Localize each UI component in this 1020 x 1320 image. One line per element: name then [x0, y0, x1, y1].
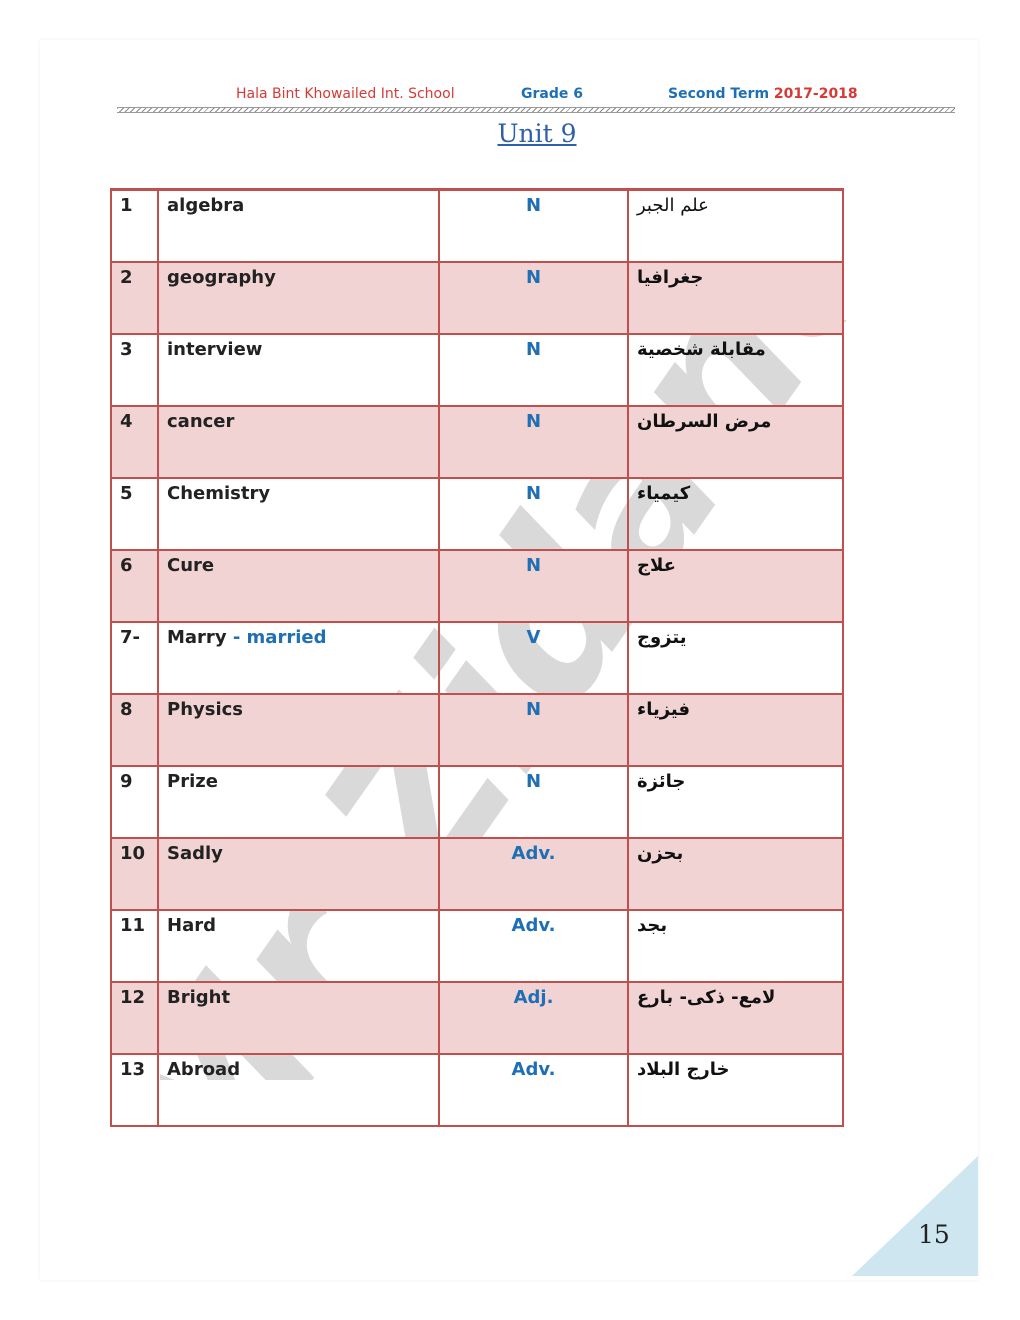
arabic-text: مقابلة شخصية — [637, 338, 766, 360]
word-text: Sadly — [167, 842, 223, 864]
table-row — [111, 1054, 843, 1126]
part-of-speech: N — [439, 550, 628, 622]
arabic-meaning — [628, 1054, 843, 1126]
table-row — [111, 262, 843, 334]
table-row — [111, 766, 843, 838]
school-name: Hala Bint Khowailed Int. School — [236, 86, 455, 102]
word-variant: - married — [226, 626, 327, 648]
row-number: 12 — [111, 982, 158, 1054]
row-number: 9 — [111, 766, 158, 838]
svg-text:Mr Zidane: Mr Zidane — [160, 320, 920, 1080]
english-word — [158, 334, 439, 406]
row-number: 4 — [111, 406, 158, 478]
table-row — [111, 334, 843, 406]
arabic-text: لامع- ذكى- بارع — [637, 986, 776, 1008]
part-of-speech: N — [439, 190, 628, 262]
row-number: 6 — [111, 550, 158, 622]
part-of-speech: N — [439, 262, 628, 334]
table-row — [111, 838, 843, 910]
part-of-speech: N — [439, 406, 628, 478]
arabic-text: كيمياء — [637, 482, 691, 504]
table-row — [111, 982, 843, 1054]
table-row — [111, 190, 843, 262]
row-number: 7- — [111, 622, 158, 694]
word-text: Chemistry — [167, 482, 271, 504]
arabic-text: خارج البلاد — [637, 1058, 730, 1080]
part-of-speech: Adv. — [439, 910, 628, 982]
arabic-meaning — [628, 766, 843, 838]
row-number: 3 — [111, 334, 158, 406]
part-of-speech: N — [439, 694, 628, 766]
word-text: Prize — [167, 770, 218, 792]
english-word — [158, 766, 439, 838]
arabic-text: جغرافيا — [637, 266, 704, 288]
english-word — [158, 190, 439, 262]
row-number: 11 — [111, 910, 158, 982]
word-text: cancer — [167, 410, 235, 432]
table-row — [111, 478, 843, 550]
english-word — [158, 262, 439, 334]
part-of-speech: Adv. — [439, 1054, 628, 1126]
page-corner-triangle — [852, 1156, 978, 1276]
english-word — [158, 694, 439, 766]
arabic-text: يتزوج — [637, 626, 687, 648]
arabic-text: علاج — [637, 554, 676, 576]
arabic-meaning — [628, 910, 843, 982]
arabic-meaning — [628, 838, 843, 910]
part-of-speech: N — [439, 334, 628, 406]
arabic-text: فيزياء — [637, 698, 691, 720]
arabic-text: مرض السرطان — [637, 410, 772, 432]
page-number: 15 — [918, 1220, 950, 1249]
header-divider — [117, 107, 955, 113]
table-row — [111, 622, 843, 694]
part-of-speech: N — [439, 478, 628, 550]
page-header — [0, 85, 1020, 105]
row-number: 1 — [111, 190, 158, 262]
arabic-meaning — [628, 694, 843, 766]
table-row — [111, 406, 843, 478]
arabic-meaning — [628, 622, 843, 694]
term-year: 2017-2018 — [773, 86, 858, 102]
word-text: Physics — [167, 698, 244, 720]
english-word — [158, 910, 439, 982]
word-text: Marry — [167, 626, 227, 648]
grade-label: Grade 6 — [521, 86, 583, 102]
unit-title: Unit 9 — [497, 119, 577, 148]
table-row — [111, 550, 843, 622]
arabic-meaning — [628, 982, 843, 1054]
arabic-meaning — [628, 550, 843, 622]
row-number: 10 — [111, 838, 158, 910]
table-row — [111, 910, 843, 982]
arabic-meaning — [628, 406, 843, 478]
term-label — [668, 86, 858, 102]
part-of-speech: V — [439, 622, 628, 694]
word-text: algebra — [167, 195, 245, 216]
word-text: interview — [167, 338, 263, 360]
row-number: 2 — [111, 262, 158, 334]
vocabulary-table — [110, 188, 844, 1127]
row-number: 13 — [111, 1054, 158, 1126]
row-number: 8 — [111, 694, 158, 766]
english-word — [158, 1054, 439, 1126]
arabic-text: جائزة — [637, 770, 686, 792]
english-word — [158, 406, 439, 478]
arabic-meaning — [628, 190, 843, 262]
word-text: geography — [167, 266, 276, 288]
arabic-text: علم الجبر — [637, 195, 709, 216]
part-of-speech: Adj. — [439, 982, 628, 1054]
arabic-meaning — [628, 478, 843, 550]
arabic-text: بحزن — [637, 842, 684, 864]
word-text: Bright — [167, 986, 231, 1008]
arabic-text: بجد — [637, 914, 668, 936]
english-word — [158, 622, 439, 694]
part-of-speech: N — [439, 766, 628, 838]
part-of-speech: Adv. — [439, 838, 628, 910]
arabic-meaning — [628, 262, 843, 334]
arabic-meaning — [628, 334, 843, 406]
term-name: Second Term — [668, 86, 770, 102]
english-word — [158, 982, 439, 1054]
table-row — [111, 694, 843, 766]
word-text: Abroad — [167, 1058, 241, 1080]
row-number: 5 — [111, 478, 158, 550]
word-text: Cure — [167, 554, 215, 576]
english-word — [158, 550, 439, 622]
english-word — [158, 838, 439, 910]
word-text: Hard — [167, 914, 216, 936]
english-word — [158, 478, 439, 550]
